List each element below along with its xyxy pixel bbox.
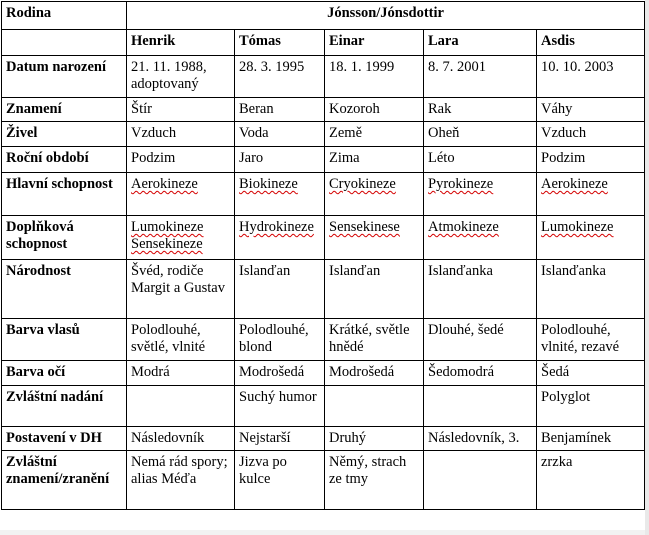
table-cell [235,173,325,216]
table-cell: Islanďanka [424,260,537,319]
table-cell [325,173,424,216]
cell-text: Lumokineze [541,219,614,235]
table-cell [424,216,537,260]
table-cell: Léto [424,147,537,173]
table-cell: zrzka [537,451,645,510]
table-cell: 10. 10. 2003 [537,56,645,98]
table-cell: Zima [325,147,424,173]
table-cell: Vzduch [127,122,235,147]
table-row-family [2,2,645,30]
table-cell [235,216,325,260]
table-cell: Modrošedá [325,361,424,386]
empty-header-cell [2,30,127,56]
table-cell: Nemá rád spory; alias Méďa [127,451,235,510]
table-cell: Rak [424,98,537,122]
table-cell: Polyglot [537,386,645,427]
table-cell: Podzim [127,147,235,173]
table-cell: Následovník, 3. [424,427,537,451]
table-cell [424,173,537,216]
table-cell: Nejstarší [235,427,325,451]
row-label-talent: Zvláštní nadání [2,386,127,427]
table-cell: Šedomodrá [424,361,537,386]
table-cell: Němý, strach ze tmy [325,451,424,510]
table-row [2,451,645,510]
table-cell: Podzim [537,147,645,173]
row-label-hair: Barva vlasů [2,319,127,361]
table-row [2,147,645,173]
cell-text: Sensekinese [329,219,400,235]
family-name: Jónsson/Jónsdottir [127,2,645,30]
table-cell: Oheň [424,122,537,147]
table-cell [127,216,235,260]
table-cell: Polodlouhé, světlé, vlnité [127,319,235,361]
row-label-main-ability: Hlavní schopnost [2,173,127,216]
row-label-position: Postavení v DH [2,427,127,451]
table-cell: Země [325,122,424,147]
row-label-birthdate: Datum narození [2,56,127,98]
table-cell: Islanďan [325,260,424,319]
table-cell: Beran [235,98,325,122]
table-row [2,98,645,122]
table-cell [424,386,537,427]
table-cell: Švéd, rodiče Margit a Gustav [127,260,235,319]
table-cell: Druhý [325,427,424,451]
table-cell: 8. 7. 2001 [424,56,537,98]
table-cell: Modrošedá [235,361,325,386]
page-edge-shadow [645,0,649,535]
row-label-marks: Zvláštní znamení/zranění [2,451,127,510]
corner-label: Rodina [2,2,127,30]
table-cell: 28. 3. 1995 [235,56,325,98]
cell-text: Cryokineze [329,176,396,192]
table-cell: Dlouhé, šedé [424,319,537,361]
table-cell [325,386,424,427]
table-cell: Kozoroh [325,98,424,122]
row-label-sign: Znamení [2,98,127,122]
table-row [2,361,645,386]
cell-text: Hydrokineze [239,219,314,235]
table-cell: Suchý humor [235,386,325,427]
row-label-season: Roční období [2,147,127,173]
cell-text: Pyrokineze [428,176,494,192]
row-label-nationality: Národnost [2,260,127,319]
row-label-extra-ability: Doplňková schopnost [2,216,127,260]
table-cell [537,216,645,260]
table-cell: Modrá [127,361,235,386]
table-row [2,386,645,427]
table-row-members [2,30,645,56]
table-cell: Benjamínek [537,427,645,451]
table-cell: Štír [127,98,235,122]
table-cell: Islanďan [235,260,325,319]
cell-text: Aerokineze [131,176,198,192]
cell-text: Atmokineze [428,219,499,235]
cell-text: Biokineze [239,176,298,192]
table-cell: Vzduch [537,122,645,147]
table-row [2,319,645,361]
table-cell: 18. 1. 1999 [325,56,424,98]
table-row [2,427,645,451]
table-cell: Krátké, světle hnědé [325,319,424,361]
table-row [2,216,645,260]
table-cell: Islanďanka [537,260,645,319]
member-lara: Lara [424,30,537,56]
family-table [1,1,645,510]
table-cell: 21. 11. 1988, adoptovaný [127,56,235,98]
table-row [2,173,645,216]
table-cell: Šedá [537,361,645,386]
cell-text: Lumokineze Sensekineze [131,219,204,252]
table-row [2,122,645,147]
table-cell [127,173,235,216]
page-bottom-edge [0,530,645,535]
cell-text: Aerokineze [541,176,608,192]
table-cell: Následovník [127,427,235,451]
table-cell: Polodlouhé, vlnité, rezavé [537,319,645,361]
member-einar: Einar [325,30,424,56]
table-cell: Voda [235,122,325,147]
table-cell [127,386,235,427]
table-cell: Jizva po kulce [235,451,325,510]
table-cell [424,451,537,510]
member-tomas: Tómas [235,30,325,56]
table-cell [537,173,645,216]
table-row [2,260,645,319]
table-row [2,56,645,98]
table-cell: Váhy [537,98,645,122]
table-cell: Polodlouhé, blond [235,319,325,361]
table-cell: Jaro [235,147,325,173]
member-asdis: Asdis [537,30,645,56]
row-label-eyes: Barva očí [2,361,127,386]
table-cell [325,216,424,260]
member-henrik: Henrik [127,30,235,56]
row-label-element: Živel [2,122,127,147]
